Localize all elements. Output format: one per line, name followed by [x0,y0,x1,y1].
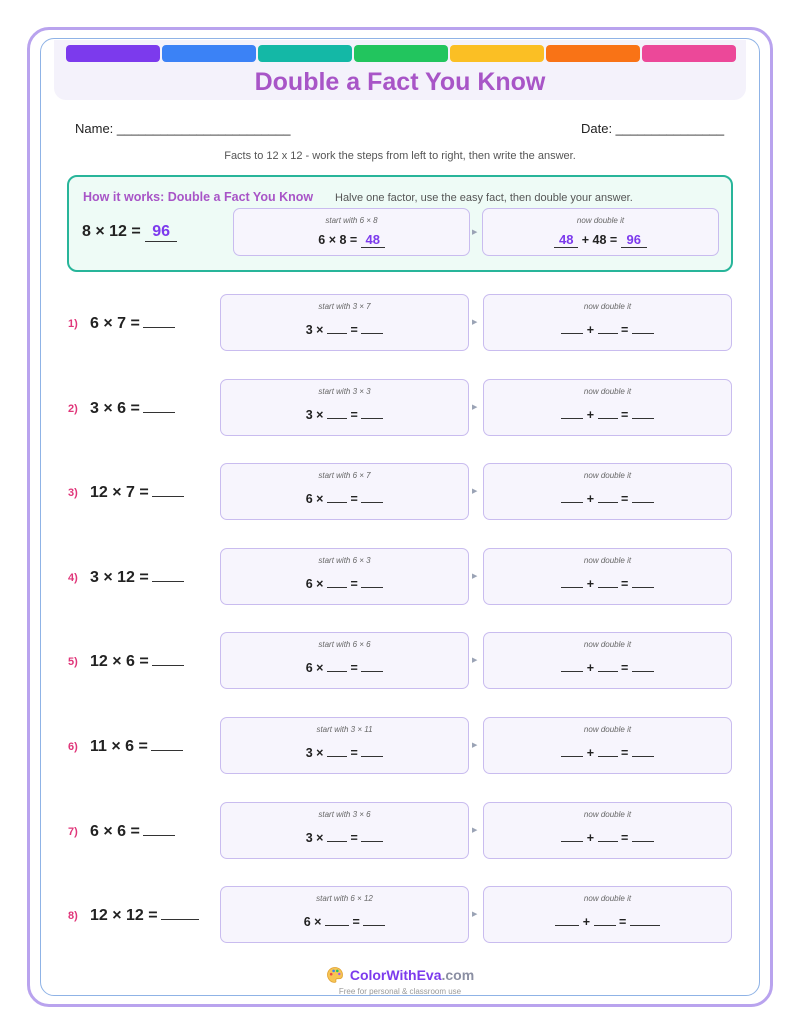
problem-equation [90,737,183,756]
sum-blank[interactable] [632,409,654,419]
step1-hint: start with 6 × 3 [318,555,371,565]
step1-box [220,632,469,689]
step1-factor: 3 × [305,323,324,337]
step1-box [220,294,469,351]
problem-number: 7) [68,825,78,838]
step2-hint: now double it [583,302,632,311]
factor-blank[interactable] [327,493,347,503]
product-blank[interactable] [361,409,383,419]
rainbow-segment [258,45,352,62]
addend-blank[interactable] [561,662,583,672]
problem-number: 2) [68,402,78,415]
step2-hint: now double it [583,555,632,565]
problem-equation-text: 12 × 7 = [90,484,149,502]
step2-line: + = [484,746,731,760]
step1-hint: start with 3 × 6 [318,809,371,819]
factor-blank[interactable] [327,662,347,672]
step1-line: 3 × = [221,323,468,337]
example-step1-left: 6 × 8 = [318,233,358,247]
problem-equation-text: 3 × 6 = [90,399,140,417]
sum-blank[interactable] [632,747,654,757]
arrow-icon: ▶ [472,403,478,411]
footer-brand: ColorWithEva.com [349,967,475,983]
arrow-icon: ▶ [472,572,478,580]
step1-box [220,463,469,520]
problem-number: 4) [68,571,78,584]
answer-blank[interactable] [151,737,183,751]
step2-hint: now double it [583,640,632,650]
sum-blank[interactable] [632,324,654,334]
addend-blank[interactable] [598,409,618,419]
factor-blank[interactable] [327,409,347,419]
arrow-icon: ▶ [472,826,478,834]
example-answer: 96 [145,223,177,242]
footer [0,966,800,996]
step2-box [483,717,732,774]
problem-number: 8) [68,910,78,923]
product-blank[interactable] [361,493,383,503]
example-title: How it works: Double a Fact You Know [83,190,314,204]
step2-box [483,632,732,689]
instructions: Facts to 12 x 12 - work the steps from left to right, then write the answer. [224,150,576,162]
example-equation-text: 8 × 12 = [82,223,141,240]
palette-icon [326,966,344,984]
step2-hint: now double it [583,725,632,734]
addend-blank[interactable] [561,324,583,334]
example-subtitle: Halve one factor, use the easy fact, then double your answer. [335,192,633,204]
problem-equation-text: 3 × 12 = [90,568,149,586]
answer-blank[interactable] [152,568,184,582]
step2-line: + = [484,577,731,591]
addend-blank[interactable] [561,493,583,503]
example-step2-answer: 96 [621,232,647,248]
problem-number: 3) [68,487,78,500]
step2-line: + = [484,661,731,675]
step2-box [483,548,732,605]
example-step1-box [233,208,470,256]
date-field[interactable]: Date: _______________ [581,121,725,136]
problem-equation [90,399,175,418]
problem-equation-text: 12 × 6 = [90,653,149,671]
step1-factor: 6 × [305,576,324,591]
factor-blank[interactable] [327,578,347,588]
factor-blank[interactable] [327,832,347,842]
arrow-icon: ▶ [472,229,478,236]
footer-tagline: Free for personal & classroom use [338,987,462,996]
example-equation [82,223,177,242]
step1-factor: 6 × [305,492,324,507]
step1-factor: 6 × [303,915,322,930]
example-step2-plus: + 48 = [581,233,618,247]
step1-hint: start with 3 × 7 [318,302,371,311]
addend-blank[interactable] [594,916,616,926]
problem-equation [90,483,184,502]
arrow-icon: ▶ [472,911,478,919]
answer-blank[interactable] [152,483,184,497]
step1-line: 6 × = [221,492,468,506]
rainbow-segment [66,45,160,62]
addend-blank[interactable] [561,832,583,842]
arrow-icon: ▶ [472,657,478,665]
rainbow-segment [354,45,448,62]
step1-hint: start with 3 × 3 [318,386,371,396]
page-title: Double a Fact You Know [254,68,546,96]
step1-line: 3 × = [221,746,468,760]
example-step1-answer: 48 [361,232,385,248]
problem-equation-text: 6 × 7 = [90,315,140,332]
step2-line: + = [484,492,731,506]
sum-blank[interactable] [632,578,654,588]
step1-line: 6 × = [221,661,468,675]
sum-blank[interactable] [632,493,654,503]
step2-hint: now double it [583,471,632,481]
rainbow-segment [450,45,544,62]
rainbow-segment [642,45,736,62]
step2-box [483,886,732,943]
step2-box [483,294,732,351]
problem-equation [90,652,184,671]
addend-blank[interactable] [598,493,618,503]
step2-hint: now double it [583,809,632,819]
step1-factor: 6 × [305,661,324,676]
arrow-icon: ▶ [472,742,478,749]
rainbow-segment [162,45,256,62]
factor-blank[interactable] [327,324,347,334]
product-blank[interactable] [361,662,383,672]
step2-hint: now double it [583,894,632,904]
problem-equation [90,314,175,333]
answer-blank[interactable] [143,314,175,328]
step2-box [483,379,732,436]
step2-line: + = [484,915,731,929]
addend-blank[interactable] [598,662,618,672]
addend-blank[interactable] [598,578,618,588]
step1-line: 3 × = [221,831,468,845]
step2-box [483,802,732,859]
product-blank[interactable] [361,578,383,588]
problem-equation-text: 6 × 6 = [90,822,140,840]
sum-blank[interactable] [632,832,654,842]
answer-blank[interactable] [152,652,184,666]
step1-line: 6 × = [221,577,468,591]
step2-line: + = [484,408,731,422]
addend-blank[interactable] [561,747,583,757]
step1-hint: start with 3 × 11 [316,725,373,734]
factor-blank[interactable] [327,747,347,757]
name-field[interactable]: Name: ________________________ [75,121,291,136]
problem-equation [90,906,199,925]
problem-number: 5) [68,656,78,669]
step2-line: + = [484,831,731,845]
addend-blank[interactable] [561,578,583,588]
example-step2-hint: now double it [576,216,625,225]
addend-blank[interactable] [598,832,618,842]
step2-box [483,463,732,520]
step1-hint: start with 6 × 6 [318,640,371,650]
step1-box [220,548,469,605]
step1-factor: 3 × [305,746,324,760]
step1-factor: 3 × [305,830,324,845]
product-blank[interactable] [361,324,383,334]
problem-equation [90,568,184,587]
step1-line: 3 × = [221,408,468,422]
product-blank[interactable] [363,916,385,926]
step1-box [220,802,469,859]
step1-box [220,886,469,943]
answer-blank[interactable] [143,822,175,836]
step2-hint: now double it [583,386,632,396]
problem-number: 1) [68,318,78,330]
example-step1-hint: start with 6 × 8 [325,216,378,225]
rainbow-bar [66,45,736,62]
rainbow-segment [546,45,640,62]
product-blank[interactable] [361,747,383,757]
sum-blank[interactable] [632,662,654,672]
product-blank[interactable] [361,832,383,842]
step1-factor: 3 × [305,407,324,422]
problem-equation-text: 11 × 6 = [90,738,148,755]
answer-blank[interactable] [161,906,199,920]
addend-blank[interactable] [598,324,618,334]
step1-hint: start with 6 × 12 [316,894,373,904]
step1-box [220,379,469,436]
addend-blank[interactable] [561,409,583,419]
problem-equation-text: 12 × 12 = [90,907,158,925]
example-step2-line [483,232,718,248]
answer-blank[interactable] [143,399,175,413]
factor-blank[interactable] [325,916,349,926]
step2-line: + = [484,323,731,337]
problem-number: 6) [68,741,78,753]
step1-box [220,717,469,774]
arrow-icon: ▶ [472,488,478,496]
addend-blank[interactable] [598,747,618,757]
sum-blank[interactable] [630,916,660,926]
step1-hint: start with 6 × 7 [318,471,371,481]
problem-equation [90,822,175,841]
example-step2-box [482,208,719,256]
addend-blank[interactable] [555,916,579,926]
example-step1-line [234,232,469,248]
footer-logo [326,966,474,984]
step1-line: 6 × = [221,915,468,929]
example-step2-a: 48 [554,232,578,248]
arrow-icon: ▶ [472,319,478,326]
